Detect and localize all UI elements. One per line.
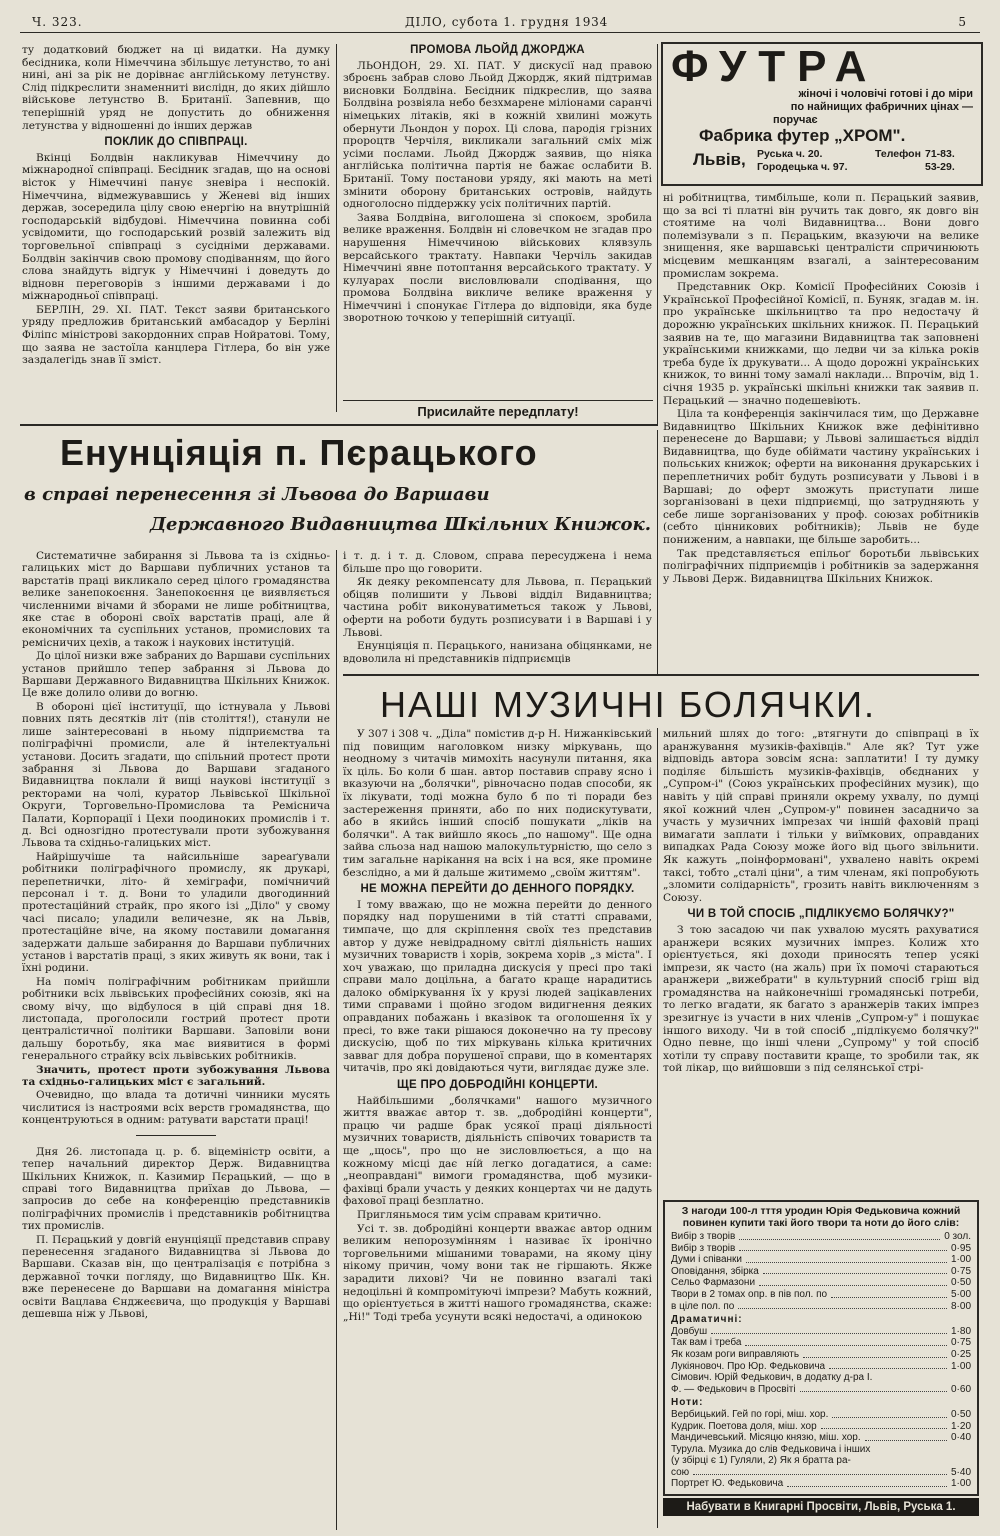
ad-list-item — [671, 1277, 971, 1289]
ad-list-item — [671, 1243, 971, 1255]
ad-title: ФУТРА — [671, 42, 879, 91]
ad-item-title: Сімович. Юрій Федькович, в додатку д-ра І. — [671, 1372, 873, 1384]
ad-item-title: Як козам роги виправляють — [671, 1348, 800, 1360]
ad-list-item — [671, 1444, 971, 1456]
ad-item-title: Кудрик. Поетова доля, міш. хор — [671, 1420, 817, 1432]
ad-item-price: 1·20 — [950, 1420, 971, 1432]
ad-section-label: Ноти: — [671, 1397, 704, 1409]
ad-tel-1: 71-83. — [925, 148, 955, 160]
ad-list-item — [671, 1432, 971, 1444]
section-heading: ЧИ В ТОЙ СПОСІБ „ПІДЛІКУЄМО БОЛЯЧКУ?" — [687, 908, 955, 921]
ad-list-item — [671, 1372, 971, 1384]
music-article-col2: мильний шлях до того: „втягнути до співпраці в їх аранжування музиків-фахівців." Але як? Тут уже відповідь автора зовсім ясна: заплатити! І ту думку поділяє більшість музиків-фахівців, обєднаних у „Супром-і" (Союз українських професійних музик), що навіть у цій справі приняли окрему ухвалу, по думці якої кожний член „Супром-у" повинен засадничо за участь у музичних імпрезах чи іншій фаховій праці вимагати заплати і тільки у виїмкових, оправданих випадках Рада Союзу може його від цього звільнити. Як кажуть „поінформовані", ухвалено навіть окремі таксі, тобто „сталі ціни", а тим членам, які попробують „зломити солідарність", грозить навіть виключенням з Союзу. ЧИ В ТОЙ СПОСІБ „ПІДЛІКУЄМО БОЛЯЧКУ?" З тою засадою чи пак ухвалою мусять рахуватися аранжери всяких музичних імпрез. Колиж хто орієнтується, які доходи приносять тепер усякі імпрези, як часто (на жаль) при їх помочі стараються аранжери „вижебрати" в культурний спосіб гріш від громадянства на найконечніші громадянські потреби, то легко вгадати, як багато з аранжерів таких імпрез зрезигнує із участи в них членів „Супром-у" і пошукає іншого виходу. Чи в той спосіб „підлікуємо болячку?" Одно певне, що інші члени „Супрому" у той спосіб хотіли ту справу поставити краще, то зробили так, як той лікар, що вийшовши з під селянської стрі- — [663, 728, 979, 1075]
ad-recommends: поручає — [773, 114, 818, 126]
ad-list-item — [671, 1326, 971, 1338]
ad-list-item — [671, 1301, 971, 1313]
british-article-continuation: ту додатковий бюджет на ці видатки. На думку бесідника, коли Німеччина збільшує летунство, то ані нині, ані за рік не дорівнає англійському летунству. Слід підкреслити знаменниті вислідн, до яких дійшло військове летунство В. Британії. Запевнив, що теперішній уряд не допустить до обниження летунства у відношенні до інших держав ПОКЛИК ДО СПІВПРАЦІ. Вкінці Болдвін накликував Німеччину до міжнародної співпраці. Бесідник згадав, що на основі вісток у Німеччині панує зневіра і неспокій. Німеччина, відмежувавшись у Женеві від інших держав, зосередила цілу свою енергію на внутрішній господарській відбудові. Німеччина повинна собі усвідомити, що господарський розвій залежить від торговельної співпраці з сусідніми державами. Болдвін закінчив свою промову сподіванням, що його слова знайдуть відгук у Німеччині і доведуть до відновн переговорів з іншими державами і до міжнародньої співпраці. БЕРЛІН, 29. XI. ПАТ. Текст заяви британського уряду предложив британський амбасадор у Берліні Філіпс міністрові закордонних справ Нойратові. Тому, що заява не застоїла канцлера Гітлера, бо він уже заздалегідь знав її зміст. — [22, 44, 330, 367]
ad-item-title: Так вам і треба — [671, 1337, 742, 1349]
ad-list-item — [671, 1409, 971, 1421]
ad-item-title: Вербицький. Гей по горі, міш. хор. — [671, 1408, 829, 1420]
main-subtitle-2: Державного Видавництва Шкільних Книжок. — [150, 514, 651, 535]
ad-item-price: 1·00 — [950, 1360, 971, 1372]
ad-list-item — [671, 1384, 971, 1396]
divider — [343, 674, 979, 676]
ad-item-price: 0·50 — [950, 1408, 971, 1420]
column-rule — [657, 728, 658, 1528]
section-heading: ПОКЛИК ДО СПІВПРАЦІ. — [104, 136, 248, 149]
music-article-col1: У 307 і 308 ч. „Діла" помістив д-р Н. Нижанківський під повищим наголовком низку міркувань, що неодному з читачів мимохіть насунули питання, яка їх ціль. Бо коли б шан. автор поставив справу ясно і вказуючи на „болячки", рівночасно подав способи, як їх лікувати, тоді можна було б по ті поради без застереження приняти, або по них подискутувати, або в якийсь інший спосіб пошукати „ліків на болячки". А так вийшло якось „по нашому". Ще одна зайва сльоза над нашою малокультурністю, що село з тим загальне нарікання на всіх і на вся, яке промине безслідно, а ми й дальше житимемо „своїм життям". НЕ МОЖНА ПЕРЕЙТИ ДО ДЕННОГО ПОРЯДКУ. І тому вважаю, що не можна перейти до денного порядку над порушеними в тій статті справами, тимпаче, що для скріплення своїх тез представив автор у дуже невідрадному світлі діяльність наших музичних товариств і хорів, зокрема хорів „з міста". І хоч уважаю, що приладна дискусія у пресі про такі справи мало доцільна, а багато краще нарадитись далоко обміркування їх у крузі людей зацікавлених тими справами і щойно згодом видигнення деяких оправданих побажань і вказівок та оголошення їх у пресі, то вже таки рішаюся доконечно на ту пресову дискусію, щоб по тих міркувань кілька критичних завваг для добра порушеної справи, що в коментарях читачів, про які довідаються чути, виглядає дуже зле. ЩЕ ПРО ДОБРОДІЙНІ КОНЦЕРТИ. Найбільшими „болячками" нашого музичного життя вважає автор т. зв. „добродійні концерти", працю чи радше брак усякої праці діяльності музичних товариств, діяльність співочих товариств та ще „щось", про що не зисловлюється, а що на кожному місці дає ні́й легко догадатися, а саме: „неоправдані" вимоги громадянства, щоб музики-фахівці брали участь у деяких концертах чи не дадуть фахової праці безплатно. Пригляньмося тим усім справам критично. Усі т. зв. добродійні концерти вважає автор одним великим непорозумінням і називає їх іронічно торговельними мішаними товарами, на якому ціну нікому причин, чому вони так не гіршають. Якже зарадити лихові? Чи не повинно взагалі такі недоцільні й компромітуючі імпрези? Мабуть кожний, що орієнтується в житті нашого громадянства, скаже: „Ні!" Тоді треба усунути всякі недостачі, а одинокою — [343, 728, 652, 1323]
ad-item-price: 0·25 — [950, 1348, 971, 1360]
page-header — [20, 10, 980, 33]
ad-item-price: 1·00 — [950, 1254, 971, 1266]
article-heading: ПРОМОВА ЛЬОЙД ДЖОРДЖА — [410, 44, 585, 56]
ad-list-item — [671, 1266, 971, 1278]
ad-item-price: 0·75 — [950, 1265, 971, 1277]
ad-item-price: 1·80 — [950, 1325, 971, 1337]
ad-item-price: 1·00 — [950, 1478, 971, 1490]
column-rule — [336, 44, 337, 412]
section-heading: НЕ МОЖНА ПЕРЕЙТИ ДО ДЕННОГО ПОРЯДКУ. — [360, 883, 635, 896]
ad-list-item — [671, 1421, 971, 1433]
divider — [343, 400, 653, 401]
column-rule — [336, 550, 337, 1530]
main-headline: Енунціяція п. Пєрацького — [60, 432, 538, 473]
ad-list-item — [671, 1337, 971, 1349]
ad-item-title: (у збірці є 1) Гуляли, 2) Як я братта ра- — [671, 1455, 851, 1467]
ad-list-item — [671, 1478, 971, 1490]
ad-item-price: 0·60 — [950, 1383, 971, 1395]
ad-footer: Набувати в Книгарні Просвіти, Львів, Руська 1. — [663, 1498, 979, 1516]
page-number: 5 — [958, 15, 966, 29]
ad-list: Вибір з творів 0 зол. Вибір з творів 0·95 Думи і співанки 1·00 Оповідання, збірка 0·75 Сельо Фармазони 0·50 Твори в 2 томах опр. в пів пол. по 5·00 в ціле пол. по 8·00 Драматичні: Довбуш 1·80 Так вам і треба 0·75 Як козам роги виправляють 0·25 Лукіяновоч. Про Юр. Федьковича 1·00 Сімович. Юрій Федькович, в додатку д-ра І. Ф. — Федькович в Просвіті 0·60 Ноти: Вербицький. Гей по горі, міш. хор. 0·50 Кудрик. Поетова доля, міш. хор 1·20 Мандичевський. Місяцю князю, міш. хор. 0·40 Турула. Музика до слів Федьковича і інших (у збірці є 1) Гуляли, 2) Як я братта ра- сою 5·40 Портрет Ю. Федьковича 1·00 — [671, 1231, 971, 1490]
ad-list-item — [671, 1467, 971, 1479]
ad-list-group-2 — [671, 1326, 971, 1396]
ad-line-1: жіночі і чоловічі готові і до міри — [798, 88, 973, 100]
divider — [136, 1135, 216, 1136]
masthead: ДІЛО, субота 1. грудня 1934 — [405, 15, 609, 29]
ad-item-title: Сельо Фармазони — [671, 1277, 756, 1289]
ad-tel-2: 53-29. — [925, 161, 955, 173]
ad-item-title: Турула. Музика до слів Федьковича і інших — [671, 1443, 871, 1455]
ad-list-item — [671, 1349, 971, 1361]
ad-item-title: Лукіяновоч. Про Юр. Федьковича — [671, 1360, 826, 1372]
main-article-col3: ні робітництва, тимбільше, коли п. Пєрацький заявив, що за всі ті платні він ручить так довго, як довго він стоятиме на чолі Видавництва... Вони довго полемізували з п. Пєрацьким, вказуючи на велике знищення, яке варшавські централісти спричинюють місцевим мешканцям взагалі, а заінтересованим промислам зокрема. Представник Окр. Комісії Професійних Союзів і Української Професійної Комісії, п. Буняк, згадав м. ін. про українське шкільництво та про недостачу й дорожню українських шкільних книжок. П. Пєрацький заявив на те, що магазини Видавництва так заповнені українськими книжками, що ледви чи за кілька років треба буде їх друкувати... А щодо дорожні українських книжок, то винні тому замалі наклади... Впрочім, від 1. січня 1935 р. українські шкільні книжки так заявив п. Пєрацький — значно подешевіють. Ціла та конференція закінчилася тим, що Державне Видавництво Шкільних Книжок вже дефінітивно перенесене до Варшави; у Львові залишається відділ Видавництва, що буде обіймати частину українських і польських книжок; оферти на виконання друкарських і переплетничих робіт будуть розписувати у Львові і в Варшаві; до оферт зможуть приступати лише зорганізовані в цехи підприємці, що затрудняють у себе лише зорганізованих у проф. союзах робітників (себто цінникових робітників); Львів не буде пониженим, а навпаки, ще більше заробить... Так представляється епільоґ боротьби львівських поліграфічних підприємців і робітників за задержання у Львові Держ. Видавництва Шкільних Книжок. — [663, 192, 979, 585]
ad-item-title: Портрет Ю. Федьковича — [671, 1478, 784, 1490]
ad-address-2: Городецька ч. 97. — [757, 161, 848, 173]
ad-list-group-3 — [671, 1409, 971, 1490]
issue-number: Ч. 323. — [32, 15, 83, 29]
ad-item-price: 5·00 — [950, 1288, 971, 1300]
ad-line-2: по найнищих фабричних цінах — — [790, 101, 973, 113]
ad-address-1: Руська ч. 20. — [757, 148, 823, 160]
ad-item-title: в ціле пол. по — [671, 1300, 735, 1312]
ad-city: Львів, — [693, 150, 746, 169]
ad-item-price: 0·75 — [950, 1337, 971, 1349]
ad-item-price: 0·50 — [950, 1277, 971, 1289]
ad-item-title: Твори в 2 томах опр. в пів пол. по — [671, 1288, 828, 1300]
music-headline: НАШІ МУЗИЧНІ БОЛЯЧКИ. — [380, 684, 876, 725]
column-rule — [657, 44, 658, 424]
main-article-col2: і т. д. і т. д. Словом, справа пересуджена і нема більше про що говорити. Як деяку рекомпенсату для Львова, п. Пєрацький обіцяв полишити у Львові відділ Видавництва; частина робіт виконуватиметься також у Львові, оферти на роботи будуть розписувати і в Варшаві і у Львові. Енунціяція п. Пєрацького, нанизана обіцянками, не вдоволила ні представників підприємців — [343, 550, 652, 665]
ad-item-price: 5·40 — [950, 1466, 971, 1478]
ad-item-title: Ф. — Федькович в Просвіті — [671, 1383, 796, 1395]
ad-item-price: 8·00 — [950, 1300, 971, 1312]
ad-item-title: Вибір з творів — [671, 1242, 736, 1254]
subscribe-slogan: Присилайте передплату! — [417, 404, 579, 419]
ad-tel-label: Телефон — [875, 148, 921, 160]
ad-item-title: Оповідання, збірка — [671, 1265, 759, 1277]
ad-list-item — [671, 1289, 971, 1301]
ad-firm: Фабрика футер „ХРОМ". — [699, 126, 906, 145]
section-heading: ЩЕ ПРО ДОБРОДІЙНІ КОНЦЕРТИ. — [396, 1079, 599, 1092]
ad-list-group-1 — [671, 1243, 971, 1313]
column-rule — [657, 430, 658, 674]
ad-item-price: 0·40 — [950, 1432, 971, 1444]
main-article-col1: Систематичне забирання зі Львова та із східньо-галицьких міст до Варшави публичних установ та варстатів праці викликало серед цілого громадянства велике занепокоєння. Занепокоєння це виявляється численними вічами й зборами не лише робітництва, яке стає в обороні своїх варстатів праці, але й економічних та суспільних установ, промислових та ремісничих цехів, а також і наукових інституцій. До цілої низки вже забраних до Варшави суспільних установ прийшло тепер забрання зі Львова до Варшави Державного Видавництва Шкільних Книжок. Це вже долило оливи до вогню. В обороні цієї інституції, що істнувала у Львові повних пять десятків літ (пів століття!), станули не лише заінтересовані в ньому підприємства та поліграфічні промисли, але й інтелектуальні установи. Досить згадати, що спільний протест проти забрання зі Львова до Варшави згаданого Видавництва поклали й вищі наукові інституції з ректорами на чолі, куратор Львівської Шкільної Округи, Торговельно-Промислова та Ремісничa Палати, Корпорації і Цехи поодиноких промислів і т. д. Всі однозгідно протестували проти зубожування Львова та східньо-галицьких міст. Найрішучіше та найсильніше зареаґували робітники поліграфічного промислу, як друкарі, перепетнички, літо- й хеміграфи, помічничий персонал і т. д. Вони то уладили двогодинний протестаційний страйк, про якого ізі „Діло" у свому часі писало; уладили величезне, як на Львів, протестаційне віче, на якому поставили домагання задержати дальше забирання до Варшави публичних установ і варстатів праці, з яких живуть як вони, так і їхні родини. На поміч поліграфічним робітникам прийшли робітники всіх львівських професійних союзів, які на свому вічу, що відбулося в цій справі дня 18. листопада, проголосили гострий протест проти централістичної політики Варшави. Заповіли вони дальшу боротьбу, яка має виявитися в формі генерального страйку всіх львівських робітників. Значить, протест проти зубожування Львова та східньо-галицьких міст є загальний. Очевидно, що влада та дотичні чинники мусять числитися із настроями всіх верств громадянства, що концентруються в одним: ратувати варстати праці! Дня 26. листопада ц. р. б. віцеміністр освіти, а тепер начальний директор Держ. Видавництва Шкільних Книжок, п. Казимир Пєрацький, — що в справі того Видавництва приїхав до Львова, — запросив до себе на конференцію представників поліграфічних промислів і представників робітництва тих промислів. П. Пєрацький у довгій енунціяції представив справу перенесення згаданого Видавництва зі Львова до Варшави. Сказав він, що централізація є потрібна з державної точки погляду, що Видавництво Шк. Кн. вже перенесене до Варшави на домагання міністра освіти Вацлава Єнджеєвича, що продукція у Варшаві дешевша ніж у Львові, — [22, 550, 330, 1320]
ad-item-title: Мандичевський. Місяцю князю, міш. хор. — [671, 1432, 861, 1444]
fur-advertisement — [661, 42, 983, 186]
ad-list-item — [671, 1455, 971, 1467]
ad-item-title: Думи і співанки — [671, 1254, 743, 1266]
lloyd-george-article: ПРОМОВА ЛЬОЙД ДЖОРДЖА ЛЬОНДОН, 29. XI. ПАТ. У дискусії над правою зброєнь забрав слово Льойд Джордж, який підтримав висновки Болдвіна. Бесідник підкреслив, що заява Болдвіна розвіяла небо безхмарене міліонами саранчі німецьких літаків, які в кожній хвилині можуть обернути Льондон у порох. Ці слова, пародія грізних пророцтв Черчіля, викликали загальний сміх між усіми послами. Льойд Джордж заявив, що ніяка англійська політична партія не бажає ослабити В. Британії. Тому постанови уряду, які мають на меті змінити оборону британських островів, найдуть одноголосно піддержку усіх політичних партій. Заява Болдвіна, виголошена зі спокоєм, зробила велике враження. Болдвін ні словечком не згадав про нарушення Німеччиною військових клявзуль версайського трактату. Навпаки Черчіль закидав Німеччині явне потоптання версайського трактату. У кулуарах посли висловлювали сподівання, що промова Болдвіна викличе велике враження у Німеччині і спонукає Гітлера до відповіди, яка буде зворотною точкою у теперішній ситуації. — [343, 44, 652, 325]
fedkovych-books-ad — [663, 1200, 979, 1496]
ad-item-price: 0·95 — [950, 1242, 971, 1254]
ad-item-title: Довбуш — [671, 1325, 708, 1337]
ad-list-item — [671, 1254, 971, 1266]
ad-header: З нагоди 100-л тття уродин Юрія Федьковича кожний повинен купити такі його твори та ноти до його слів: — [681, 1205, 961, 1229]
main-subtitle-1: в справі перенесення зі Львова до Варшави — [24, 484, 490, 505]
ad-list-item — [671, 1361, 971, 1373]
ad-item-title: сою — [671, 1466, 690, 1478]
ad-section-label: Драматичні: — [671, 1314, 743, 1326]
divider — [20, 424, 658, 426]
